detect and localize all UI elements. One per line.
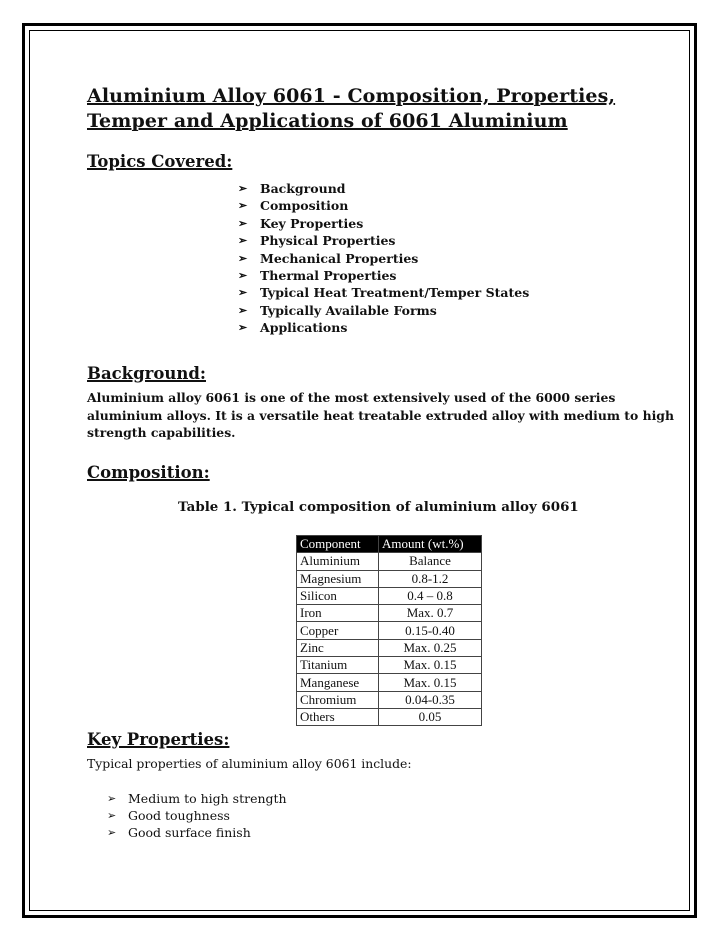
table-row (297, 639, 482, 656)
arrow-bullet-icon: ➢ (107, 809, 117, 822)
list-item-label: Typical Heat Treatment/Temper States (260, 285, 530, 301)
amount-cell: 0.15-0.40 (379, 622, 482, 639)
key-properties-list (107, 790, 287, 841)
list-item (107, 790, 287, 807)
component-cell: Magnesium (297, 570, 379, 587)
component-cell: Copper (297, 622, 379, 639)
list-item-label: Good toughness (128, 808, 230, 823)
list-item (238, 284, 529, 301)
arrow-bullet-icon: ➢ (238, 234, 248, 248)
amount-cell: Max. 0.15 (379, 657, 482, 674)
list-item (238, 267, 529, 284)
component-cell: Others (297, 708, 379, 725)
table-row (297, 570, 482, 587)
arrow-bullet-icon: ➢ (238, 251, 248, 265)
component-cell: Aluminium (297, 553, 379, 570)
list-item-label: Applications (260, 320, 348, 336)
arrow-bullet-icon: ➢ (238, 321, 248, 335)
table-row (297, 587, 482, 604)
list-item (107, 824, 287, 841)
amount-cell: 0.05 (379, 708, 482, 725)
list-item (238, 197, 529, 214)
arrow-bullet-icon: ➢ (238, 199, 248, 213)
list-item (238, 319, 529, 336)
composition-table (296, 535, 482, 726)
arrow-bullet-icon: ➢ (238, 268, 248, 282)
document-title (87, 84, 687, 134)
document-header (87, 84, 687, 134)
component-cell: Manganese (297, 674, 379, 691)
arrow-bullet-icon: ➢ (238, 286, 248, 300)
list-item (238, 180, 529, 197)
arrow-bullet-icon: ➢ (238, 216, 248, 230)
list-item (238, 250, 529, 267)
amount-cell: 0.04-0.35 (379, 691, 482, 708)
amount-cell: Max. 0.15 (379, 674, 482, 691)
component-cell: Chromium (297, 691, 379, 708)
amount-cell: 0.8-1.2 (379, 570, 482, 587)
list-item-label: Mechanical Properties (260, 250, 419, 266)
list-item (238, 302, 529, 319)
composition-heading: Composition: (87, 463, 210, 482)
table-caption: Table 1. Typical composition of aluminium alloy 6061 (178, 499, 579, 515)
list-item-label: Medium to high strength (128, 791, 287, 806)
background-heading: Background: (87, 364, 206, 383)
column-header-amount: Amount (wt.%) (379, 536, 482, 553)
topics-heading: Topics Covered: (87, 152, 233, 171)
table-row (297, 691, 482, 708)
arrow-bullet-icon: ➢ (238, 303, 248, 317)
arrow-bullet-icon: ➢ (107, 826, 117, 839)
arrow-bullet-icon: ➢ (107, 792, 117, 805)
component-cell: Titanium (297, 657, 379, 674)
list-item-label: Good surface finish (128, 825, 251, 840)
list-item-label: Background (260, 181, 346, 196)
amount-cell: Max. 0.7 (379, 605, 482, 622)
list-item-label: Key Properties (260, 215, 364, 231)
arrow-bullet-icon: ➢ (238, 182, 248, 195)
topics-list (238, 180, 529, 337)
component-cell: Zinc (297, 639, 379, 656)
table-row (297, 553, 482, 570)
component-cell: Silicon (297, 587, 379, 604)
title-line-1: Aluminium Alloy 6061 - Composition, Properties, (87, 85, 616, 107)
title-line-2: Temper and Applications of 6061 Aluminium (87, 110, 568, 132)
amount-cell: Max. 0.25 (379, 639, 482, 656)
table-row (297, 674, 482, 691)
table-row (297, 657, 482, 674)
background-text: Aluminium alloy 6061 is one of the most extensively used of the 6000 series aluminium alloys. It is a versatile heat treatable extruded alloy with medium to high strength capabilities. (87, 390, 674, 440)
list-item (238, 215, 529, 232)
component-cell: Iron (297, 605, 379, 622)
amount-cell: 0.4 – 0.8 (379, 587, 482, 604)
list-item-label: Thermal Properties (260, 267, 397, 283)
key-properties-intro: Typical properties of aluminium alloy 6061 include: (87, 756, 412, 771)
list-item-label: Typically Available Forms (260, 302, 437, 318)
table-header-row (297, 536, 482, 553)
table-row (297, 605, 482, 622)
column-header-component: Component (297, 536, 379, 553)
list-item-label: Composition (260, 198, 349, 214)
list-item (238, 232, 529, 249)
table-row (297, 622, 482, 639)
list-item (107, 807, 287, 824)
list-item-label: Physical Properties (260, 233, 396, 249)
key-properties-heading: Key Properties: (87, 730, 230, 749)
amount-cell: Balance (379, 553, 482, 570)
composition-table-body (297, 553, 482, 726)
table-row (297, 708, 482, 725)
